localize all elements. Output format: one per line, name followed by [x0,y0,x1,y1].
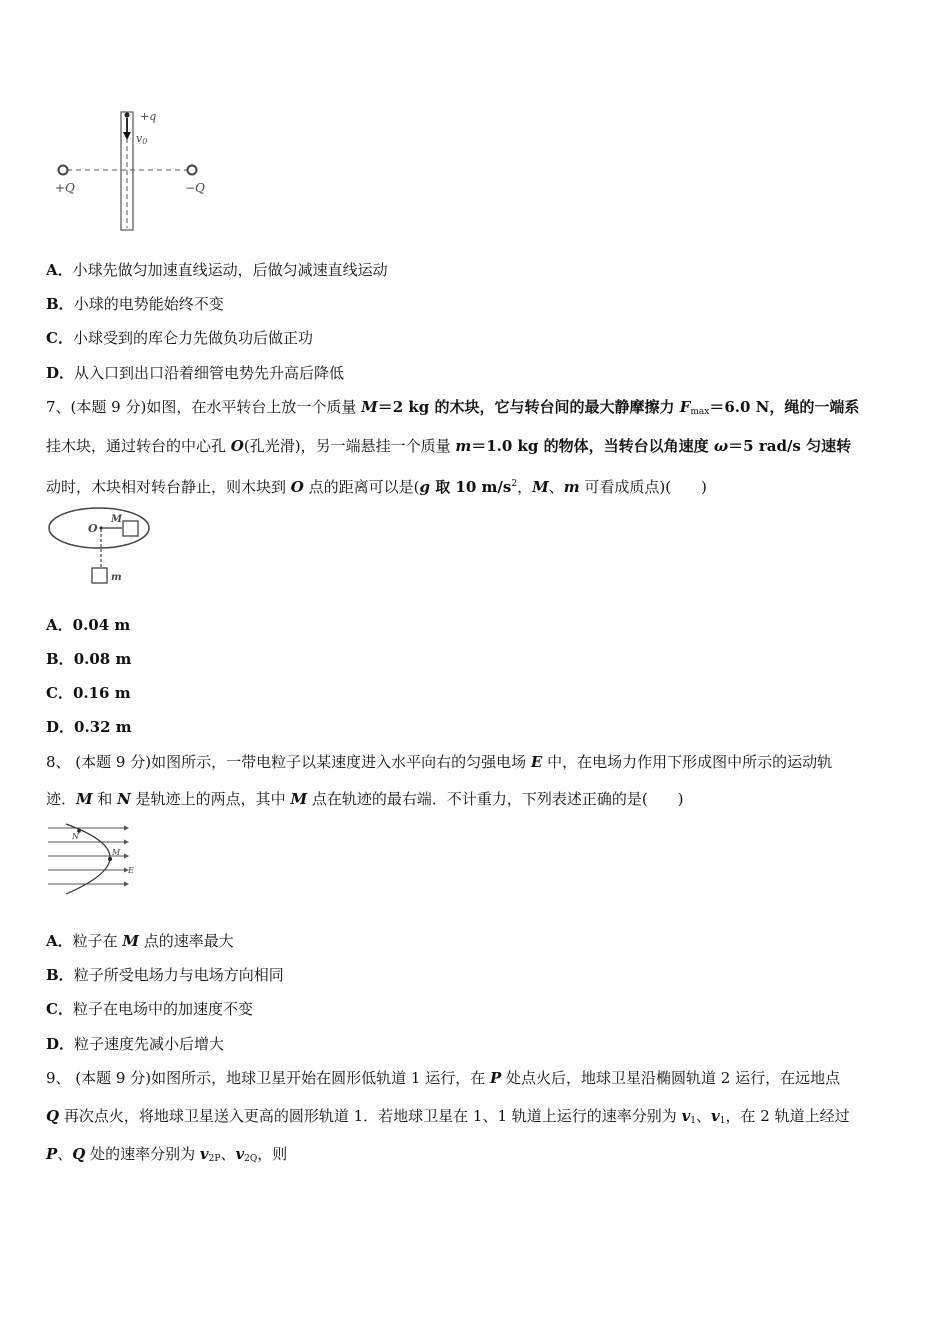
label-plus-Q: +Q [55,181,75,195]
q6-option-a: A．小球先做匀加速直线运动，后做匀减速直线运动 [46,261,388,279]
q8-option-b: B．粒子所受电场力与电场方向相同 [46,966,284,984]
label-N: N [72,832,79,841]
figure-charged-ball-tube [50,106,220,236]
label-plus-q: +q [140,110,157,123]
q6-option-c: C．小球受到的库仑力先做负功后做正功 [46,329,313,347]
q7-option-b: B．0.08 m [46,650,132,668]
q7-option-d: D．0.32 m [46,718,132,736]
q9-stem-line-3: P、Q 处的速率分别为 $v_{2P}$、$v_{2Q}$，则 [46,1145,288,1164]
figure-turntable [44,502,154,592]
label-M: M [112,848,121,857]
q8-stem-line-2: 迹．M 和 N 是轨迹上的两点，其中 M 点在轨迹的最右端．不计重力，下列表述正确的是( ) [46,790,684,808]
q7-stem-line-3: 动时，木块相对转台静止，则木块到 O 点的距离可以是(g 取 10 $m/s^2$，M、m 可看成质点)( ) [46,478,707,496]
label-M: M [111,514,123,525]
block-M [123,521,138,536]
label-E: E [128,866,134,875]
block-m [92,568,107,583]
figure-electric-field-trajectory [44,822,144,898]
velocity-arrow-head [123,132,131,140]
q9-stem-line-2: Q 再次点火，将地球卫星送入更高的圆形轨道 1．若地球卫星在 1、1 轨道上运行的速率分别为 $v_1$、$v_1$，在 2 轨道上经过 [46,1107,850,1126]
q9-stem-line-1: 9、 (本题 9 分)如图所示，地球卫星开始在圆形低轨道 1 运行，在 P 处点火后，地球卫星沿椭圆轨道 2 运行，在远地点 [46,1069,841,1087]
ball-plus-q [125,113,130,118]
label-O: O [88,522,98,535]
q7-stem-line-1: 7、(本题 9 分)如图，在水平转台上放一个质量 M＝2 kg 的木块，它与转台间的最大静摩擦力 $F_{max}=6.0$ N，绳的一端系 [46,398,860,417]
label-v0: v0 [136,132,148,146]
q8-option-c: C．粒子在电场中的加速度不变 [46,1000,253,1018]
charge-plus-Q [59,166,68,175]
point-M [108,857,112,861]
q7-stem-line-2: 挂木块，通过转台的中心孔 O(孔光滑)，另一端悬挂一个质量 m＝1.0 kg 的物体，当转台以角速度 ω＝5 rad/s 匀速转 [46,437,852,455]
label-minus-Q: −Q [185,181,205,195]
q8-stem-line-1: 8、 (本题 9 分)如图所示，一带电粒子以某速度进入水平向右的匀强电场 E 中，在电场力作用下形成图中所示的运动轨 [46,753,833,771]
q6-option-b: B．小球的电势能始终不变 [46,295,224,313]
q7-option-c: C．0.16 m [46,684,131,702]
q8-option-d: D．粒子速度先减小后增大 [46,1035,225,1053]
field-arrowheads [124,826,129,887]
q7-option-a: A．0.04 m [46,616,131,634]
charge-minus-Q [188,166,197,175]
q8-option-a: A．粒子在 M 点的速率最大 [46,932,234,950]
label-m: m [111,572,122,583]
q6-option-d: D．从入口到出口沿着细管电势先升高后降低 [46,364,345,382]
